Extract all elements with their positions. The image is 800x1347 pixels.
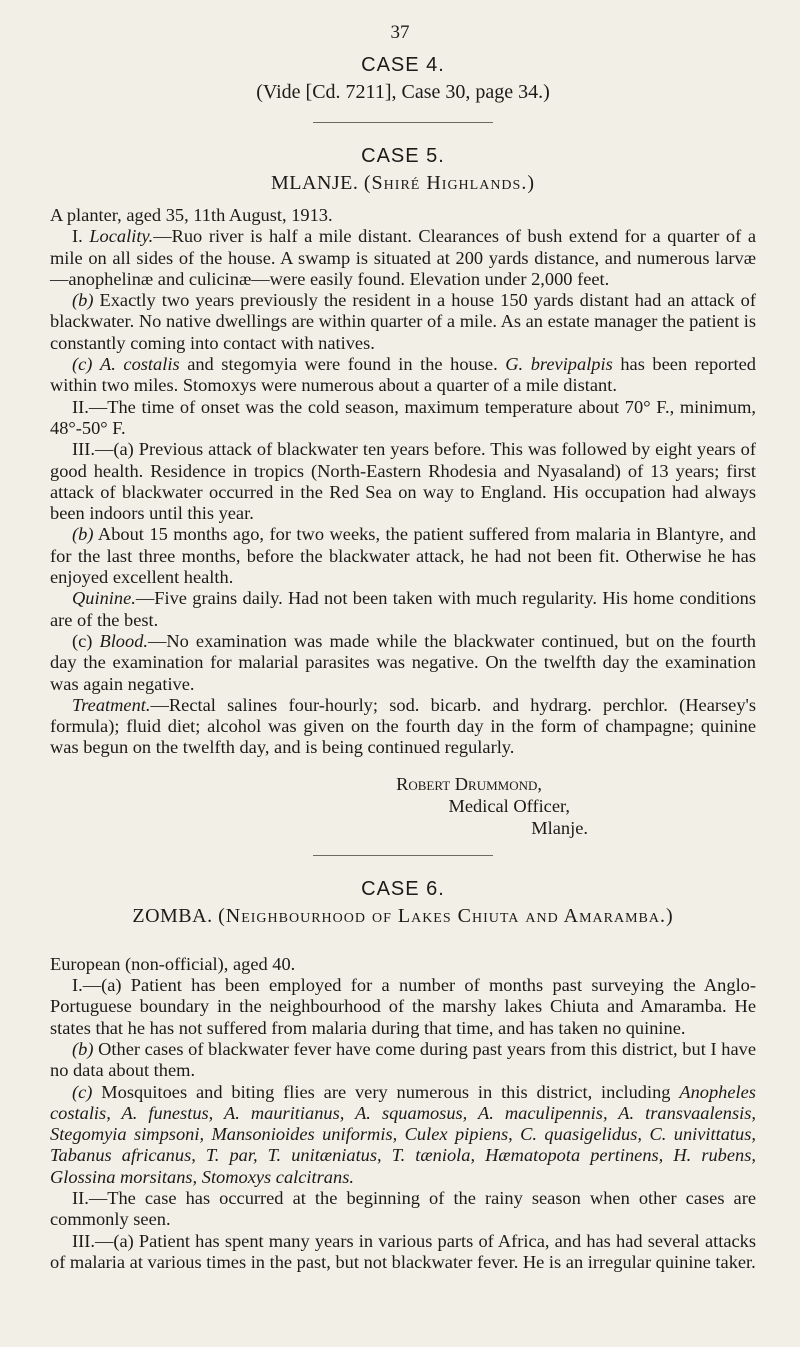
case-6-paragraph-b: (b) Other cases of blackwater fever have come during past years from this district, but I have no data about them. <box>50 1038 756 1081</box>
page-number: 37 <box>390 22 410 43</box>
case-6-location <box>50 905 756 928</box>
case-5-location-name: MLANJE. <box>271 172 359 194</box>
case-6-intro: European (non-official), aged 40. <box>50 953 296 974</box>
case-5-paragraph-locality: I. Locality.—Ruo river is half a mile distant. Clearances of bush extend for a quarter of a mile on all sides of the house. A swamp is situated at 200 yards distance, and numerous larvæ—anophelinæ and culicinæ—were easily found. Elevation under 2,000 feet. <box>50 226 756 289</box>
case-5-paragraph-c: (c) A. costalis and stegomyia were found in the house. G. brevipalpis has been reported within two miles. Stomoxys were numerous about a quarter of a mile distant. <box>50 354 756 396</box>
case-6-paragraph-a: I.—(a) Patient has been employed for a number of months past surveying the Anglo-Portuguese boundary in the neighbourhood of the marshy lakes Chiuta and Amaramba. He states that he has not suffered from malaria during that time, and has taken no quinine. <box>50 975 756 1038</box>
case-5-region: (Shiré Highlands.) <box>363 172 535 194</box>
section-divider <box>313 122 493 123</box>
case-5-intro: A planter, aged 35, 11th August, 1913. <box>50 205 333 225</box>
case-5-paragraph-treatment: Treatment.—Rectal salines four-hourly; sod. bicarb. and hydrarg. perchlor. (Hearsey's formula); fluid diet; alcohol was given on the fourth day in the form of champagne; quinine was begun on the twelfth day, and is being continued regularly. <box>50 694 756 758</box>
case-5-paragraph-b: (b) Exactly two years previously the resident in a house 150 yards distant had an attack of blackwater. No native dwellings are within quarter of a mile. As an estate manager the patient is constantly coming into contact with natives. <box>50 290 756 353</box>
case-4-heading: CASE 4. <box>361 54 445 76</box>
case-5-paragraph-quinine: Quinine.—Five grains daily. Had not been taken with much regularity. His home conditions are of the best. <box>50 588 756 630</box>
signature-place: Mlanje. <box>531 817 588 838</box>
case-6-heading: CASE 6. <box>361 877 445 900</box>
section-divider <box>313 855 493 856</box>
case-6-paragraph-c: (c) Mosquitoes and biting flies are very numerous in this district, including Anopheles costalis, A. funestus, A. mauritianus, A. squamosus, A. maculipennis, A. transvaalensis, Stegomyia simpsoni, Mansonioides uniformis, Culex pipiens, C. quasigelidus, C. univittatus, Tabanus africanus, T. par, T. unitæniatus, T. tæniola, Hæmatopota pertinens, H. rubens, Glossina morsitans, Stomoxys calcitrans. <box>50 1081 756 1187</box>
case-5-signature <box>50 773 756 839</box>
case-6-location-name: ZOMBA. <box>132 904 213 927</box>
case-5-paragraph-history: III.—(a) Previous attack of blackwater ten years before. This was followed by eight years of good health. Residence in tropics (North-Eastern Rhodesia and Nyasaland) of 13 years; first attack of blackwater occurred in the Red Sea on way to England. His occupation had always been indoors until this year. <box>50 439 756 524</box>
case-5-paragraph-blood: (c) Blood.—No examination was made while the blackwater continued, but on the fourth day the examination for malarial parasites was negative. On the twelfth day the examination was again negative. <box>50 630 756 694</box>
case-5-paragraph-onset: II.—The time of onset was the cold season, maximum temperature about 70° F., minimum, 48°-50° F. <box>50 396 756 438</box>
case-6-paragraph-season: II.—The case has occurred at the beginning of the rainy season when other cases are commonly seen. <box>50 1187 756 1230</box>
signature-title: Medical Officer, <box>448 795 570 816</box>
case-6-paragraph-history: III.—(a) Patient has spent many years in various parts of Africa, and has had several attacks of malaria at various times in the past, but not blackwater fever. He is an irregular quinine taker. <box>50 1230 756 1272</box>
case-4-reference: (Vide [Cd. 7211], Case 30, page 34.) <box>256 81 550 103</box>
case-5-location <box>50 172 756 195</box>
case-6-region: (Neighbourhood of Lakes Chiuta and Amaramba.) <box>218 904 674 927</box>
case-5-heading: CASE 5. <box>361 145 445 167</box>
case-5-paragraph-malaria: (b) About 15 months ago, for two weeks, the patient suffered from malaria in Blantyre, and for the last three months, before the blackwater attack, he had not been fit. Otherwise he has enjoyed excellent health. <box>50 524 756 588</box>
signature-name: Robert Drummond, <box>396 773 542 794</box>
